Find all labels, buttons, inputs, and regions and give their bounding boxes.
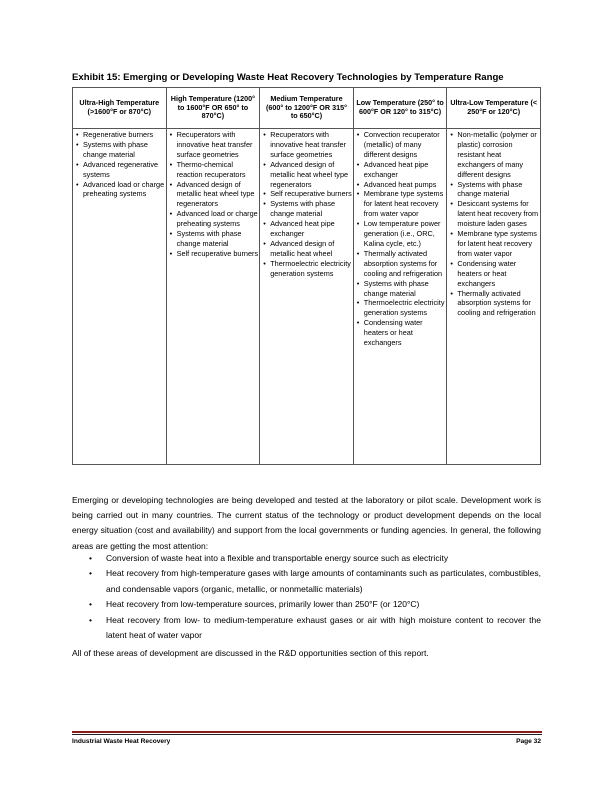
table-body-row <box>73 129 541 465</box>
list-ultra-low <box>449 130 539 318</box>
closing-paragraph: All of these areas of development are discussed in the R&D opportunities section of this report. <box>72 648 429 658</box>
table-list-item: • Systems with phase change material <box>449 180 539 200</box>
table-list-item: • Membrane type systems for latent heat recovery from water vapor <box>356 189 446 219</box>
table-list-item: • Advanced design of metallic heat wheel type regenerators <box>169 180 259 210</box>
header-medium: Medium Temperature (600° to 1200°F OR 315° to 650°C) <box>260 88 354 129</box>
list-item: • Heat recovery from low- to medium-temperature exhaust gases or air with high moisture content to recover the latent heat of water vapor <box>72 613 541 644</box>
table-list-item: • Non-metallic (polymer or plastic) corrosion resistant heat exchangers of many different designs <box>449 130 539 180</box>
footer-divider-thin <box>72 734 542 735</box>
footer-document-title: Industrial Waste Heat Recovery <box>72 738 171 745</box>
table-list-item: • Thermally activated absorption systems for cooling and refrigeration <box>356 249 446 279</box>
table-list-item: • Recuperators with innovative heat transfer surface geometries <box>169 130 259 160</box>
list-low <box>356 130 446 348</box>
footer-divider <box>72 731 542 733</box>
table-list-item: • Thermoelectric electricity generation systems <box>356 298 446 318</box>
header-ultra-low: Ultra-Low Temperature (< 250°F or 120°C) <box>447 88 541 129</box>
table-list-item: • Desiccant systems for latent heat recovery from moisture laden gases <box>449 199 539 229</box>
cell-low <box>353 129 447 465</box>
list-high <box>169 130 259 259</box>
table-list-item: • Systems with phase change material <box>262 199 352 219</box>
table-list-item: • Condensing water heaters or heat exchangers <box>356 318 446 348</box>
table-list-item: • Self recuperative burners <box>169 249 259 259</box>
table-list-item: • Regenerative burners <box>75 130 165 140</box>
cell-ultra-high <box>73 129 167 465</box>
table-list-item: • Thermally activated absorption systems for cooling and refrigeration <box>449 289 539 319</box>
table-list-item: • Membrane type systems for latent heat recovery from water vapor <box>449 229 539 259</box>
table-list-item: • Thermoelectric electricity generation systems <box>262 259 352 279</box>
table-list-item: • Systems with phase change material <box>356 279 446 299</box>
list-item: • Heat recovery from low-temperature sources, primarily lower than 250°F (or 120°C) <box>72 597 541 612</box>
table-list-item: • Systems with phase change material <box>169 229 259 249</box>
table-list-item: • Recuperators with innovative heat transfer surface geometries <box>262 130 352 160</box>
table-list-item: • Advanced heat pipe exchanger <box>262 219 352 239</box>
cell-medium <box>260 129 354 465</box>
intro-paragraph: Emerging or developing technologies are being developed and tested at the laboratory or pilot scale. Development work is being carried out in many countries. The current status of the technology or product development depends on the local energy situation (cost and availability) and support from the local governments or funding agencies. In general, the following areas are getting the most attention: <box>72 495 541 551</box>
table-list-item: • Advanced load or charge preheating systems <box>169 209 259 229</box>
table-header-row <box>73 88 541 129</box>
table-list-item: • Advanced design of metallic heat wheel type regenerators <box>262 160 352 190</box>
header-low: Low Temperature (250° to 600°F OR 120° to 315°C) <box>353 88 447 129</box>
cell-ultra-low <box>447 129 541 465</box>
cell-high <box>166 129 260 465</box>
technology-table <box>72 87 541 465</box>
table-list-item: • Low temperature power generation (i.e., ORC, Kalina cycle, etc.) <box>356 219 446 249</box>
list-item: • Conversion of waste heat into a flexible and transportable energy source such as electricity <box>72 551 541 566</box>
table-list-item: • Condensing water heaters or heat exchangers <box>449 259 539 289</box>
table-list-item: • Advanced regenerative systems <box>75 160 165 180</box>
header-high: High Temperature (1200° to 1600°F OR 650° to 870°C) <box>166 88 260 129</box>
table-list-item: • Systems with phase change material <box>75 140 165 160</box>
exhibit-title: Exhibit 15: Emerging or Developing Waste Heat Recovery Technologies by Temperature Range <box>72 72 504 83</box>
header-ultra-high: Ultra-High Temperature (>1600°F or 870°C) <box>73 88 167 129</box>
table-list-item: • Advanced load or charge preheating systems <box>75 180 165 200</box>
table-list-item: • Advanced heat pumps <box>356 180 446 190</box>
footer-page-number: Page 32 <box>516 738 541 745</box>
table-list-item: • Convection recuperator (metallic) of many different designs <box>356 130 446 160</box>
table-list-item: • Advanced heat pipe exchanger <box>356 160 446 180</box>
focus-areas-list <box>72 551 541 643</box>
list-item: • Heat recovery from high-temperature gases with large amounts of contaminants such as particulates, combustibles, and condensable vapors (organic, metallic, or nonmetallic materials) <box>72 566 541 597</box>
list-ultra-high <box>75 130 165 199</box>
table-list-item: • Thermo-chemical reaction recuperators <box>169 160 259 180</box>
table-list-item: • Advanced design of metallic heat wheel <box>262 239 352 259</box>
list-medium <box>262 130 352 279</box>
table-list-item: • Self recuperative burners <box>262 189 352 199</box>
